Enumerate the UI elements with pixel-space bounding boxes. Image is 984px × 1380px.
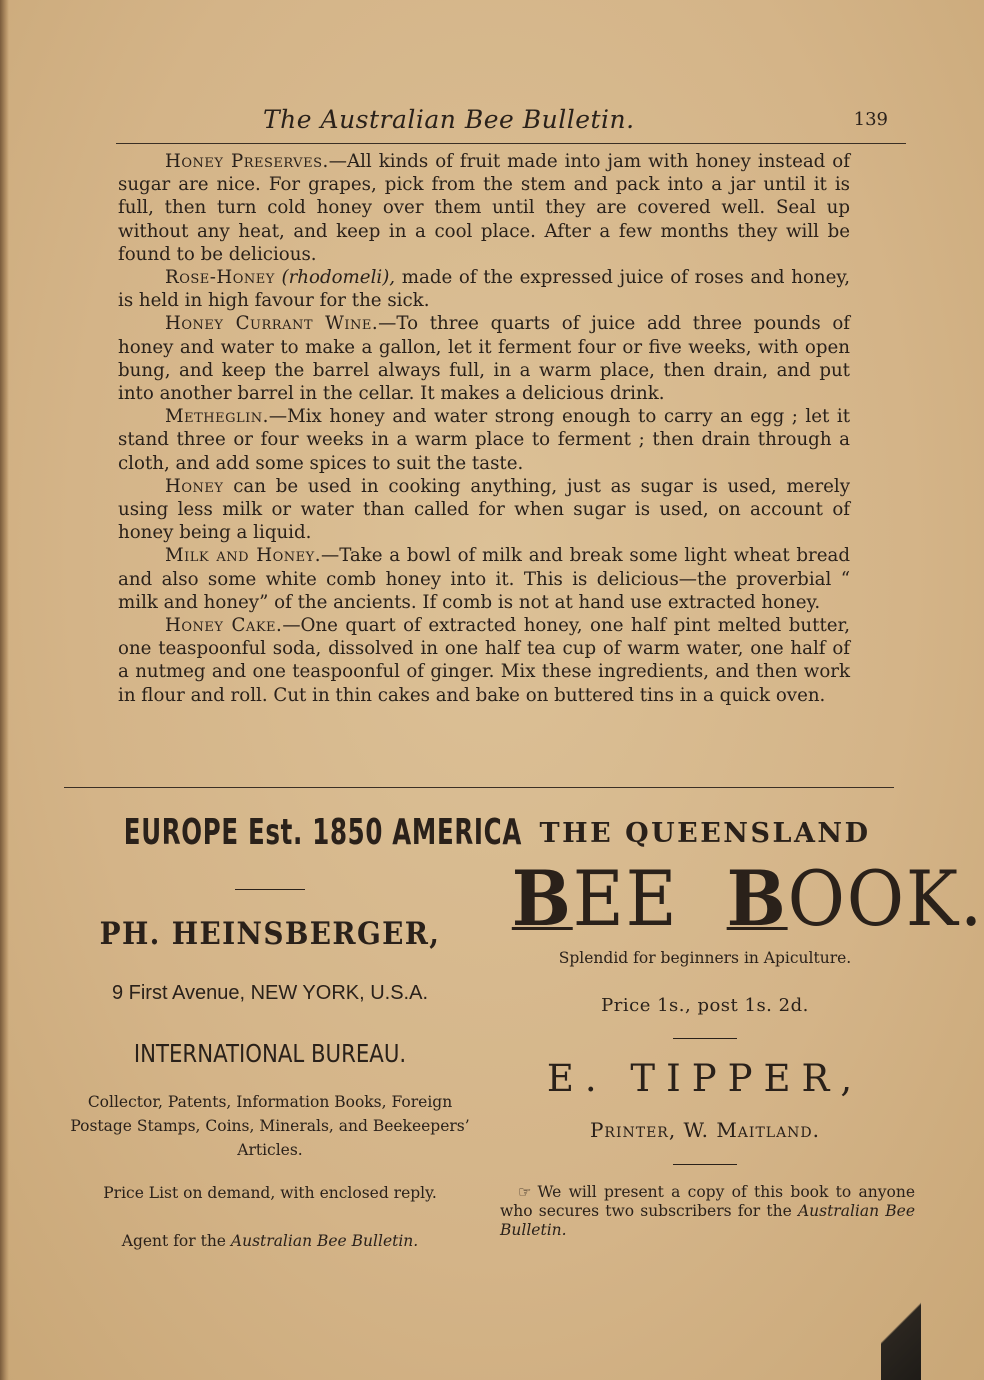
section-divider <box>64 787 894 788</box>
paragraph-milk-and-honey <box>118 544 850 614</box>
advertiser-address: 9 First Avenue, NEW YORK, U.S.A. <box>111 982 429 1004</box>
paragraph-italic: (rhodomeli), <box>281 267 396 289</box>
book-description: Splendid for beginners in Apiculture. <box>558 949 852 967</box>
paragraph-rose-honey <box>118 266 850 312</box>
ad-headline: THE QUEENSLAND <box>539 818 871 849</box>
offer-journal: Australian Bee Bulletin. <box>500 1202 915 1239</box>
ad-rule <box>673 1038 737 1039</box>
paragraph-heading: Honey Cake. <box>165 615 283 637</box>
offer-body: We will present a copy of this book to anyone who secures two subscribers for the <box>500 1183 915 1220</box>
paragraph-text: —To three quarts of juice add three pounds of honey and water to make a gallon, let it ferment four or five weeks, with open bung, and keep the barrel always full, in a warm place, then drain, and put into another barrel in the cellar. It makes a delicious drink. <box>118 313 851 405</box>
offer-text <box>495 1183 915 1240</box>
paragraph-honey-cake <box>118 614 850 707</box>
paragraph-honey-cooking <box>118 475 850 545</box>
agent-prefix: Agent for the <box>121 1232 231 1250</box>
book-price: Price 1s., post 1s. 2d. <box>601 995 809 1016</box>
paragraph-currant-wine <box>118 312 850 405</box>
ad-headline: EUROPE Est. 1850 AMERICA <box>123 812 522 853</box>
recipes-article <box>118 150 850 707</box>
paragraph-heading: Honey Preserves. <box>165 151 329 172</box>
paragraph-text: —One quart of extracted honey, one half pint melted butter, one teaspoonful soda, dissolved in one half tea cup of warm water, one half of a nutmeg and one teaspoonful of ginger. Mix these ingredients, and then work in flour and roll. Cut in thin cakes and bake on buttered tins in a quick oven. <box>118 615 850 706</box>
paragraph-text: can be used in cooking anything, just as sugar is used, merely using less milk or water than called for when sugar is used, on account of honey being a liquid. <box>118 475 850 544</box>
paragraph-text: made of the expressed juice of roses and honey, is held in high favour for the sick. <box>118 267 850 312</box>
header-rule <box>116 143 906 144</box>
book-title-word: OOK. <box>787 854 984 943</box>
paragraph-heading: Milk and Honey. <box>165 545 322 567</box>
paragraph-text: —Take a bowl of milk and break some light wheat bread and also some white comb honey into it. This is delicious—the proverbial “ milk and honey” of the ancients. If comb is not at hand use extracted honey. <box>118 545 850 613</box>
agent-text <box>55 1232 485 1250</box>
page-corner-shadow <box>881 1290 921 1380</box>
book-title-word: EE <box>572 854 679 943</box>
price-list-text: Price List on demand, with enclosed reply. <box>103 1184 437 1202</box>
pointing-hand-icon: ☞ <box>518 1183 532 1201</box>
ornate-initial-b: B <box>511 854 573 943</box>
heinsberger-advertisement <box>55 812 522 1250</box>
printer-name: E. TIPPER, <box>546 1057 864 1100</box>
running-header <box>118 105 888 141</box>
collector-text: Collector, Patents, Information Books, Foreign Postage Stamps, Coins, Minerals, and Beekeepers’ Articles. <box>70 1093 470 1159</box>
page-edge-shadow <box>0 0 9 1380</box>
printer-location: Printer, W. Maitland. <box>589 1118 821 1142</box>
paragraph-text: —All kinds of fruit made into jam with honey instead of sugar are nice. For grapes, pick from the stem and pack into a jar until it is full, then turn cold honey over them until they are covered well. Seal up without any heat, and keep in a cool place. After a few months they will be found to be delicious. <box>118 151 850 265</box>
journal-title: The Australian Bee Bulletin. <box>263 105 635 134</box>
ad-rule <box>673 1164 737 1165</box>
bureau-heading: INTERNATIONAL BUREAU. <box>133 1039 407 1068</box>
page-number: 139 <box>853 109 888 130</box>
paragraph-heading: Metheglin. <box>165 406 269 428</box>
paragraph-heading: Rose-Honey <box>165 267 275 289</box>
bee-book-advertisement <box>495 812 984 1240</box>
paragraph-honey-preserves <box>118 150 850 266</box>
paragraph-heading: Honey Currant Wine. <box>165 313 379 335</box>
agent-journal: Australian Bee Bulletin. <box>230 1232 419 1250</box>
book-title <box>511 854 984 943</box>
ad-rule <box>235 889 305 890</box>
ornate-initial-b: B <box>726 854 788 943</box>
paragraph-heading: Honey <box>165 475 224 497</box>
paragraph-metheglin <box>118 405 850 475</box>
advertiser-name: PH. HEINSBERGER, <box>99 916 441 952</box>
paragraph-text: —Mix honey and water strong enough to carry an egg ; let it stand three or four weeks in a warm place to ferment ; then drain through a cloth, and add some spices to suit the taste. <box>118 406 850 474</box>
